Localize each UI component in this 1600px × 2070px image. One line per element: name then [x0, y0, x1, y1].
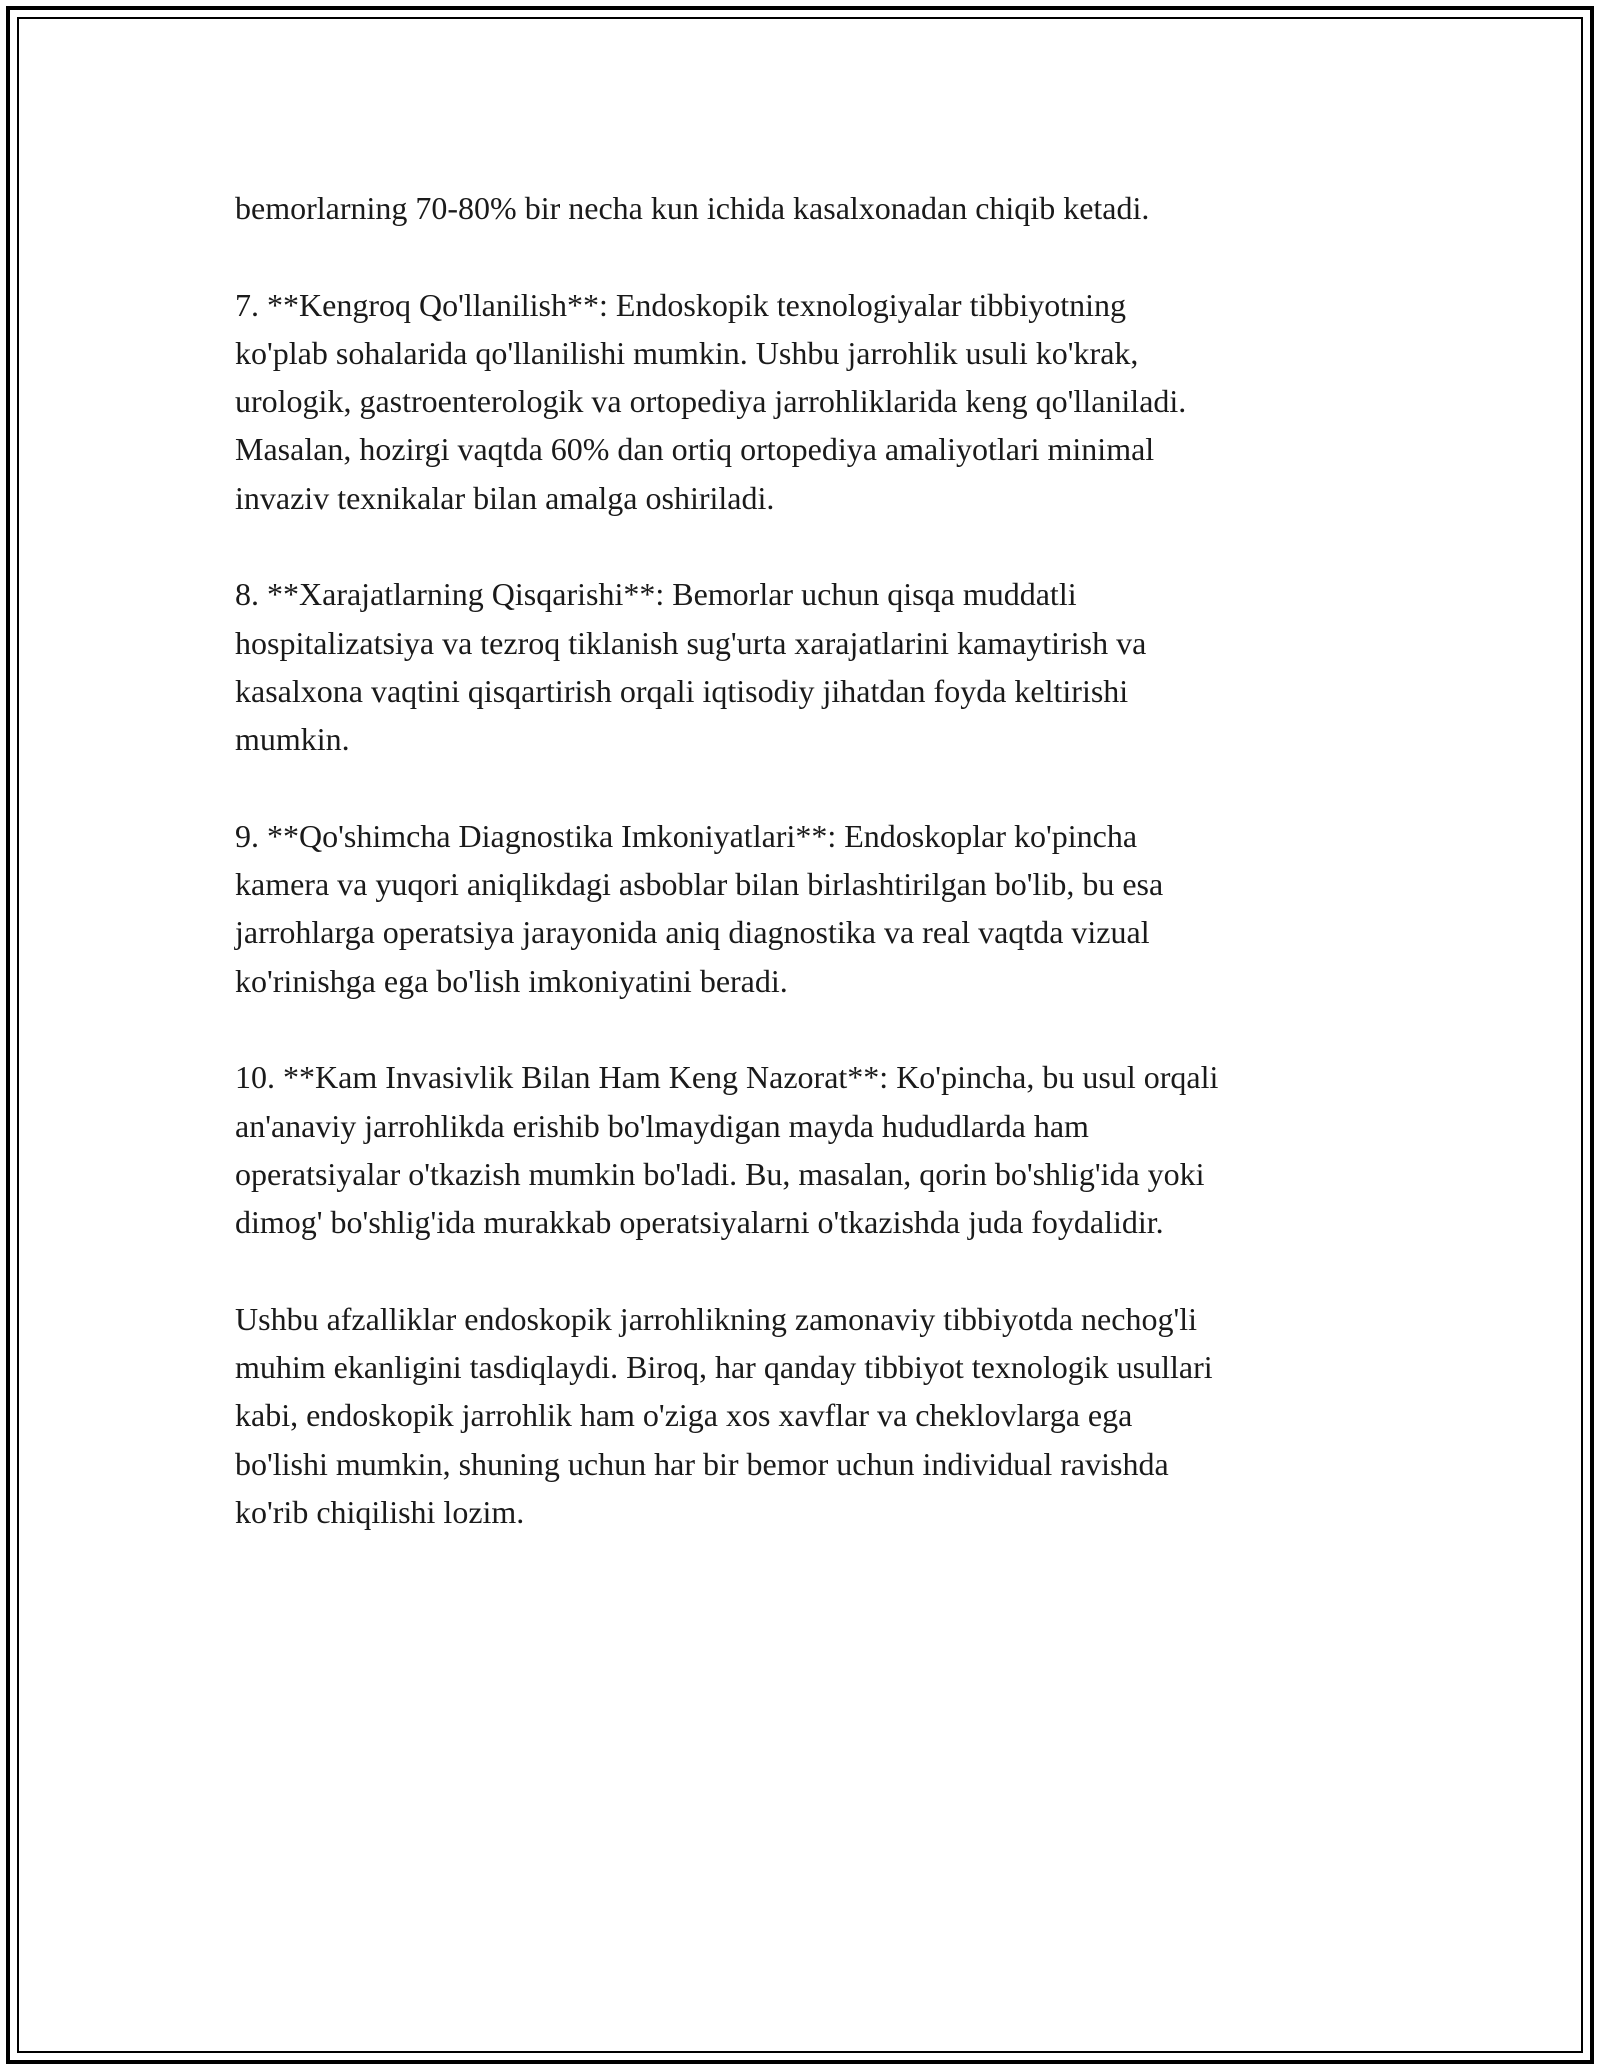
text-line: dimog' bo'shlig'ida murakkab operatsiyalarni o'tkazishda juda foydalidir. [235, 1204, 1164, 1241]
text-line: ko'rinishga ega bo'lish imkoniyatini beradi. [235, 962, 788, 999]
text-line: ko'rib chiqilishi lozim. [235, 1494, 525, 1531]
text-line: Ushbu afzalliklar endoskopik jarrohlikning zamonaviy tibbiyotda nechog'li [235, 1300, 1197, 1337]
text-line: urologik, gastroenterologik va ortopediya jarrohliklarida keng qo'llaniladi. [235, 383, 1187, 420]
text-line: 9. **Qo'shimcha Diagnostika Imkoniyatlari**: Endoskoplar ko'pincha [235, 817, 1138, 854]
text-line: invaziv texnikalar bilan amalga oshiriladi. [235, 479, 775, 516]
paragraph-continuation [235, 184, 1375, 232]
text-line: 10. **Kam Invasivlik Bilan Ham Keng Nazorat**: Ko'pincha, bu usul orqali [235, 1059, 1219, 1096]
paragraph-item-9 [235, 812, 1375, 1005]
text-line: 7. **Kengroq Qo'llanilish**: Endoskopik texnologiyalar tibbiyotning [235, 286, 1127, 323]
text-line: operatsiyalar o'tkazish mumkin bo'ladi. Bu, masalan, qorin bo'shlig'ida yoki [235, 1155, 1205, 1192]
text-line: jarrohlarga operatsiya jarayonida aniq diagnostika va real vaqtda vizual [235, 914, 1150, 951]
text-line: kasalxona vaqtini qisqartirish orqali iqtisodiy jihatdan foyda keltirishi [235, 672, 1129, 709]
text-line: Masalan, hozirgi vaqtda 60% dan ortiq ortopediya amaliyotlari minimal [235, 431, 1155, 468]
text-line: kabi, endoskopik jarrohlik ham o'ziga xos xavflar va cheklovlarga ega [235, 1397, 1133, 1434]
text-line: 8. **Xarajatlarning Qisqarishi**: Bemorlar uchun qisqa muddatli [235, 576, 1077, 613]
text-line: bemorlarning 70-80% bir necha kun ichida kasalxonadan chiqib ketadi. [235, 190, 1150, 226]
text-line: ko'plab sohalarida qo'llanilishi mumkin. Ushbu jarrohlik usuli ko'krak, [235, 334, 1139, 371]
text-line: hospitalizatsiya va tezroq tiklanish sug'urta xarajatlarini kamaytirish va [235, 624, 1147, 661]
text-line: mumkin. [235, 721, 350, 758]
text-line: bo'lishi mumkin, shuning uchun har bir bemor uchun individual ravishda [235, 1445, 1169, 1482]
paragraph-conclusion [235, 1295, 1375, 1536]
text-line: kamera va yuqori aniqlikdagi asboblar bilan birlashtirilgan bo'lib, bu esa [235, 866, 1164, 903]
text-line: muhim ekanligini tasdiqlaydi. Biroq, har qanday tibbiyot texnologik usullari [235, 1349, 1213, 1386]
paragraph-item-7 [235, 281, 1375, 522]
document-body [235, 184, 1375, 1585]
paragraph-item-8 [235, 570, 1375, 763]
paragraph-item-10 [235, 1053, 1375, 1246]
text-line: an'anaviy jarrohlikda erishib bo'lmaydigan mayda hududlarda ham [235, 1107, 1089, 1144]
